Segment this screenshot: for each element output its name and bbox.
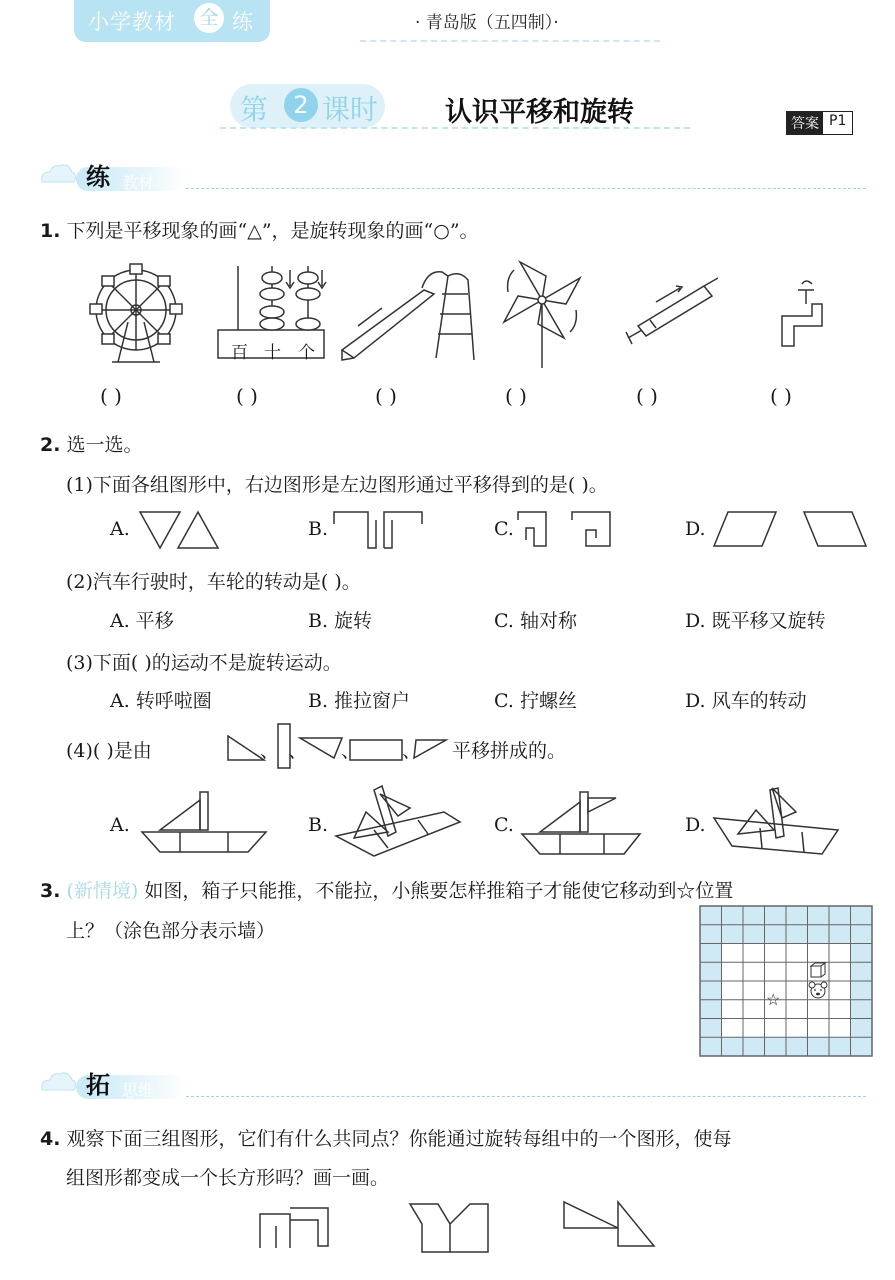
page-title: 认识平移和旋转 xyxy=(445,97,634,128)
question-number: 1. xyxy=(40,220,61,242)
abacus-tens: 十 xyxy=(264,343,281,363)
shape-group-3 xyxy=(562,1200,658,1252)
pinwheel-image xyxy=(500,258,586,370)
boat-d-figure xyxy=(712,784,842,864)
question-3-cont: 上？（涂色部分表示墙） xyxy=(66,920,276,942)
answer-badge xyxy=(786,111,853,135)
option-a[interactable]: A. 转呼啦圈 xyxy=(110,690,212,712)
cloud-icon xyxy=(38,1068,78,1098)
push-box-grid xyxy=(700,906,874,1058)
abacus-ones: 个 xyxy=(298,343,315,363)
question-text: 下列是平移现象的画“△”，是旋转现象的画“○”。 xyxy=(66,220,479,242)
option-c[interactable]: C. 拧螺丝 xyxy=(494,690,577,712)
question-text: 如图，箱子只能推，不能拉，小熊要怎样推箱子才能使它移动到☆位置 xyxy=(144,880,734,902)
question-number: 2. xyxy=(40,434,61,456)
answer-blank[interactable]: ( ) xyxy=(375,384,397,408)
answer-blank[interactable]: ( ) xyxy=(236,384,258,408)
q2-sub1-text: (1)下面各组图形中，右边图形是左边图形通过平移得到的是( )。 xyxy=(66,474,608,496)
header-divider xyxy=(360,40,660,42)
section-extend-title: 拓 xyxy=(86,1071,110,1099)
lesson-prefix: 第 xyxy=(240,93,269,126)
separator: 、 xyxy=(402,740,422,762)
question-number: 4. xyxy=(40,1128,61,1150)
answer-blank[interactable]: ( ) xyxy=(636,384,658,408)
faucet-image xyxy=(778,276,834,352)
section-practice-title: 练 xyxy=(86,163,110,191)
question-4-cont: 组图形都变成一个长方形吗？画一画。 xyxy=(66,1167,390,1189)
q2-sub2-text: (2)汽车行驶时，车轮的转动是( )。 xyxy=(66,571,361,593)
option-label[interactable]: A. xyxy=(110,814,130,836)
shape-group-2 xyxy=(408,1200,492,1256)
separator: 、 xyxy=(341,740,361,762)
option-c[interactable]: C. 轴对称 xyxy=(494,610,577,632)
question-number: 3. xyxy=(40,880,61,902)
section-practice-sub: 教材 xyxy=(122,173,155,192)
option-a[interactable]: A. 平移 xyxy=(110,610,174,632)
answer-blank[interactable]: ( ) xyxy=(100,384,122,408)
lesson-number: 2 xyxy=(284,88,318,122)
section-divider xyxy=(186,1096,866,1097)
question-text: 观察下面三组图形，它们有什么共同点？你能通过旋转每组中的一个图形，使每 xyxy=(66,1128,732,1150)
option-b[interactable]: B. 旋转 xyxy=(308,610,373,632)
syringe-image xyxy=(620,272,724,352)
option-label[interactable]: D. xyxy=(685,518,706,540)
q2-sub3-text: (3)下面( )的运动不是旋转运动。 xyxy=(66,652,342,674)
option-label[interactable]: B. xyxy=(308,814,329,836)
q2-sub4-suffix: 平移拼成的。 xyxy=(452,740,567,762)
q2-sub4-prefix: (4)( )是由 xyxy=(66,740,152,762)
question-2 xyxy=(40,430,143,457)
option-label[interactable]: C. xyxy=(494,518,514,540)
title-underline xyxy=(220,127,690,129)
question-1 xyxy=(40,216,479,243)
option-d[interactable]: D. 既平移又旋转 xyxy=(685,610,826,632)
hooks-figure xyxy=(516,510,616,552)
brackets-figure xyxy=(332,510,428,552)
new-context-tag: (新情境) xyxy=(66,880,139,902)
boat-a-figure xyxy=(140,790,270,860)
shape-group-1 xyxy=(258,1206,332,1252)
option-label[interactable]: B. xyxy=(308,518,329,540)
separator: 、 xyxy=(288,740,308,762)
option-label[interactable]: A. xyxy=(110,518,130,540)
brand-circle: 全 xyxy=(194,3,224,33)
brand-tail: 练 xyxy=(232,10,253,34)
triangles-figure xyxy=(138,510,222,552)
abacus-hundreds: 百 xyxy=(231,343,248,363)
brand-name: 小学教材 xyxy=(88,10,176,34)
question-4 xyxy=(40,1124,732,1151)
answer-blank[interactable]: ( ) xyxy=(770,384,792,408)
boat-c-figure xyxy=(520,788,644,860)
answer-page: P1 xyxy=(829,113,847,129)
cloud-icon xyxy=(38,160,78,190)
parallelograms-figure xyxy=(712,510,872,552)
question-text: 选一选。 xyxy=(66,434,143,456)
star-target: ☆ xyxy=(766,990,781,1009)
option-label[interactable]: D. xyxy=(685,814,706,836)
answer-label: 答案 xyxy=(787,112,823,134)
section-extend-sub: 思维 xyxy=(122,1081,155,1100)
boat-b-figure xyxy=(334,782,464,862)
edition-label: · 青岛版（五四制）· xyxy=(415,13,559,33)
option-d[interactable]: D. 风车的转动 xyxy=(685,690,807,712)
option-b[interactable]: B. 推拉窗户 xyxy=(308,690,411,712)
answer-blank[interactable]: ( ) xyxy=(505,384,527,408)
section-divider xyxy=(186,188,866,189)
slide-image xyxy=(338,264,486,364)
separator: 、 xyxy=(260,740,280,762)
lesson-suffix: 课时 xyxy=(322,93,379,126)
option-label[interactable]: C. xyxy=(494,814,514,836)
ferris-wheel-image xyxy=(88,262,188,366)
question-3 xyxy=(40,876,733,903)
